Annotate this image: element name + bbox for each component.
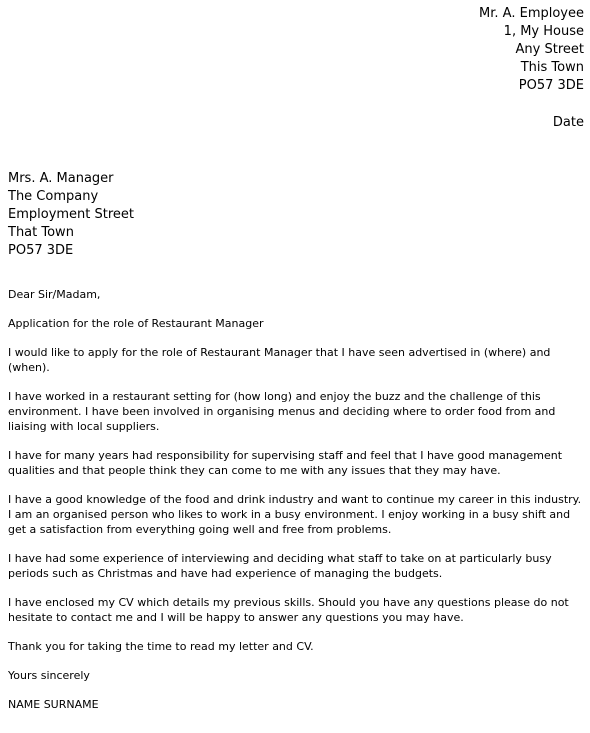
closing: Yours sincerely	[8, 669, 90, 682]
paragraph-responsibility: I have for many years had responsibility for supervising staff and feel that I have good management qualities and that people think they can come to me with any issues that they may have.	[8, 449, 563, 477]
sender-street: Any Street	[515, 42, 584, 57]
sender-name: Mr. A. Employee	[479, 6, 584, 21]
paragraph-enclosed-cv: I have enclosed my CV which details my previous skills. Should you have any questions please do not hesitate to contact me and I will be happy to answer any questions you may have.	[8, 596, 569, 624]
sender-postcode: PO57 3DE	[518, 78, 584, 93]
thanks-line: Thank you for taking the time to read my letter and CV.	[8, 640, 314, 653]
letter-date: Date	[552, 115, 584, 130]
salutation: Dear Sir/Madam,	[8, 288, 101, 301]
recipient-address	[8, 170, 134, 260]
paragraph-interviewing: I have had some experience of interviewing and deciding what staff to take on at particularly busy periods such as Christmas and have had experience of managing the budgets.	[8, 552, 552, 580]
subject-line: Application for the role of Restaurant Manager	[8, 317, 264, 330]
paragraph-intro: I would like to apply for the role of Restaurant Manager that I have seen advertised in (where) and (when).	[8, 346, 551, 374]
sender-house: 1, My House	[503, 24, 584, 39]
sender-address	[479, 5, 584, 95]
recipient-postcode: PO57 3DE	[8, 243, 74, 258]
paragraph-experience: I have worked in a restaurant setting for (how long) and enjoy the buzz and the challenge of this environment. I have been involved in organising menus and deciding where to order food from and liaising with local suppliers.	[8, 390, 556, 433]
recipient-name: Mrs. A. Manager	[8, 171, 114, 186]
letter-body	[8, 287, 586, 726]
recipient-town: That Town	[8, 225, 74, 240]
paragraph-knowledge: I have a good knowledge of the food and drink industry and want to continue my career in this industry. I am an organised person who likes to work in a busy environment. I enjoy working in a busy shift and get a satisfaction from everything going well and free from problems.	[8, 493, 582, 536]
recipient-company: The Company	[8, 189, 99, 204]
recipient-street: Employment Street	[8, 207, 135, 222]
sender-town: This Town	[520, 60, 584, 75]
signature: NAME SURNAME	[8, 698, 99, 711]
